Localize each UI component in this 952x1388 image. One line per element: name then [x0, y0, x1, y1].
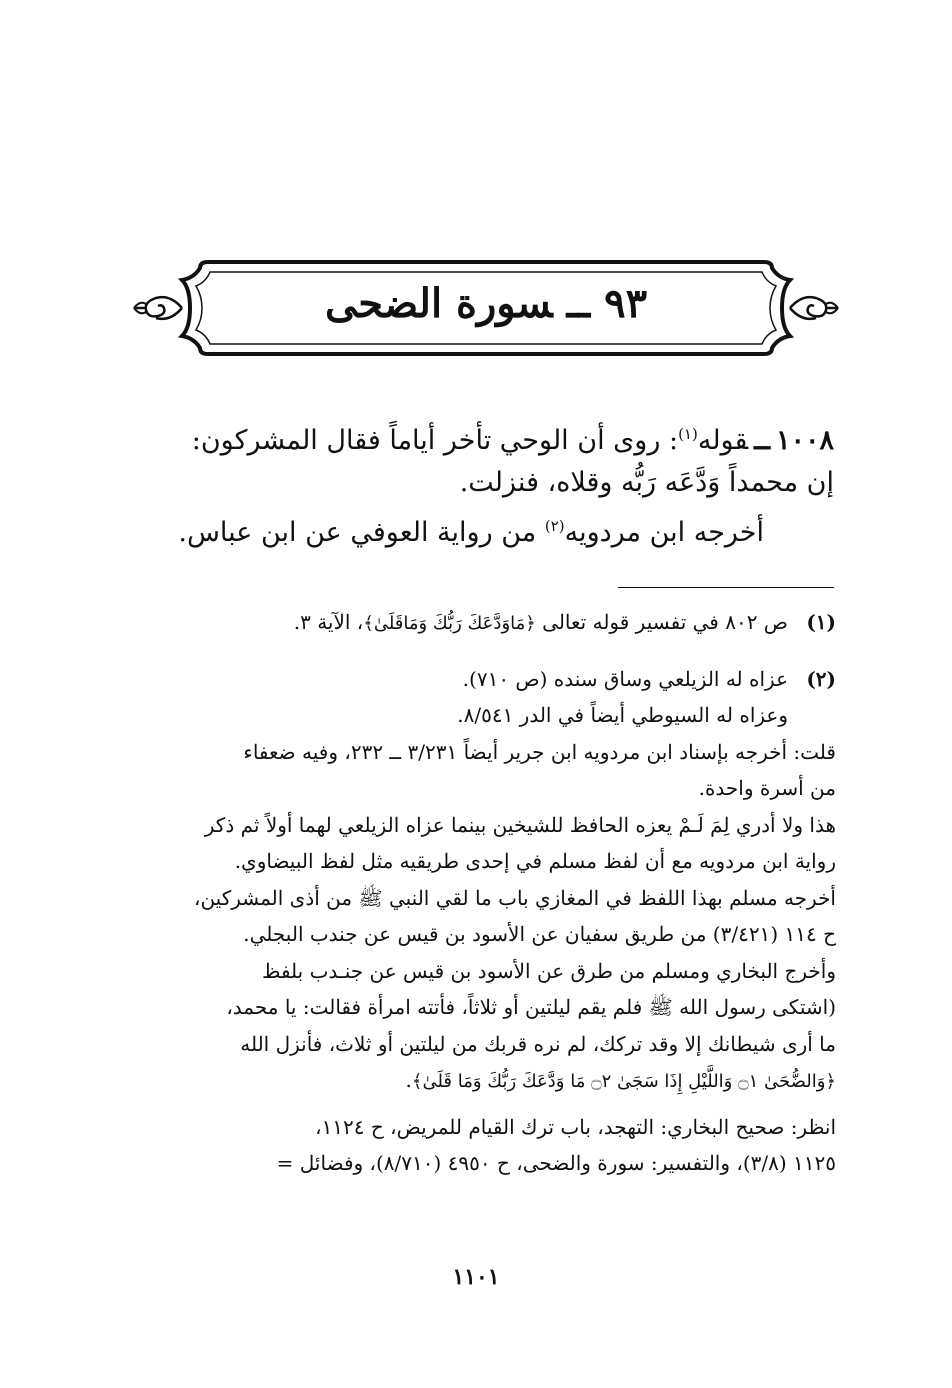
surah-name: سورة الضحى [324, 280, 553, 327]
footnote-2-bukhari-3: ما أرى شيطانك إلا وقد تركك، لم نره قربك من ليلتين أو ثلاث، فأنزل الله [240, 1031, 836, 1056]
footnote-2-bukhari-1: وأخرج البخاري ومسلم من طرق عن الأسود بن قيس عن جنـدب بلفظ [261, 958, 836, 983]
entry-1008 [108, 420, 834, 504]
footnote-separator [618, 587, 834, 588]
footnote-2-unzur-2: ١١٢٥ (٣/٨)، والتفسير: سورة والضحى، ح ٤٩٥٠ (٨/٧١٠)، وفضائل = [276, 1151, 836, 1175]
footnote-2-qult-2: من أسرة واحدة. [698, 776, 836, 800]
footnote-ref-1: (١) [678, 425, 698, 443]
surah-title-dash: ــ [566, 280, 591, 327]
source-text-after: من رواية العوفي عن ابن عباس. [178, 517, 545, 548]
footnote-ref-2: (٢) [544, 517, 565, 535]
entry-number: ١٠٠٨ [775, 425, 834, 456]
footnote-2-unzur-1: انظر: صحيح البخاري: التهجد، باب ترك القيام للمريض، ح ١١٢٤، [315, 1114, 836, 1139]
footnote-1-mark: (١) [806, 610, 836, 634]
footnote-2-qult-1: قلت: أخرجه بإسناد ابن مردويه ابن جرير أيضاً ٣/٢٣١ ــ ٢٣٢، وفيه ضعفاء [243, 739, 836, 764]
footnotes [108, 604, 836, 1200]
footnote-2-muslim-2: ح ١١٤ (٣/٤٢١) من طريق سفيان عن الأسود بن قيس عن جندب البجلي. [243, 922, 836, 946]
entry-lead: قوله [697, 425, 749, 456]
footnote-2-muslim-1: أخرجه مسلم بهذا اللفظ في المغازي باب ما لقي النبي ﷺ من أذى المشركين، [194, 885, 836, 910]
footnote-1-quran-verse: ﴿مَاوَدَّعَكَ رَبُّكَ وَمَاقَلَىٰ﴾ [363, 613, 536, 634]
entry-line-1 [108, 420, 834, 462]
entry-dash: ــ [754, 425, 770, 456]
footnote-1 [108, 604, 836, 643]
footnote-2-bukhari-2: (اشتكى رسول الله ﷺ فلم يقم ليلتين أو ثلاثاً، فأتته امرأة فقالت: يا محمد، [226, 995, 836, 1019]
footnote-1-body [108, 604, 788, 643]
footnote-2-hadha-1: هذا ولا أدري لِمَ لَـمْ يعزه الحافظ للشيخين بينما عزاه الزيلعي لهما أولاً ثم ذكر [204, 812, 836, 837]
surah-title-frame [130, 258, 842, 358]
footnote-2 [108, 661, 836, 1182]
footnote-2-text: عزاه له الزيلعي وساق سنده (ص ٧١٠). [462, 666, 788, 691]
footnote-2-quran-verses: ﴿وَالضُّحَىٰ ۝١ وَاللَّيْلِ إِذَا سَجَىٰ ۝٢ مَا وَدَّعَكَ رَبُّكَ وَمَا قَلَىٰ﴾ [411, 1071, 836, 1092]
source-text-before: أخرجه ابن مردويه [564, 517, 764, 548]
page-number: ١١٠١ [452, 1264, 500, 1290]
footnote-2-mark: (٢) [806, 666, 836, 691]
footnote-2-line-2: وعزاه له السيوطي أيضاً في الدر ٨/٥٤١. [457, 703, 788, 727]
footnote-1-text-before: ص ٨٠٢ في تفسير قوله تعالى [535, 610, 788, 634]
entry-line-1-text: : روى أن الوحي تأخر أياماً فقال المشركون: [191, 425, 679, 456]
entry-line-2: إن محمداً وَدَّعَه رَبُّه وقلاه، فنزلت. [459, 467, 834, 498]
footnote-2-hadha-2: رواية ابن مردويه مع أن لفظ مسلم في إحدى طريقيه مثل لفظ البيضاوي. [234, 849, 836, 873]
footnote-2-line-1 [108, 661, 836, 698]
surah-number: ٩٣ [604, 280, 648, 327]
source-citation [124, 512, 764, 554]
footnote-2-quran-end: . [405, 1068, 412, 1092]
footnote-1-text-after: ، الآية ٣. [293, 610, 364, 634]
surah-title [130, 280, 842, 327]
footnote-2-bukhari-quran-line [108, 1062, 836, 1101]
